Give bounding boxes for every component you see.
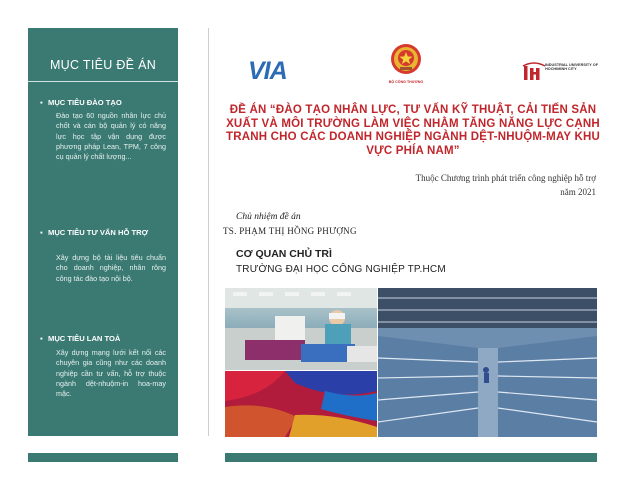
fabric-photo bbox=[225, 371, 377, 437]
program-year: năm 2021 bbox=[560, 187, 596, 197]
iuh-logo-icon bbox=[522, 62, 546, 82]
sidebar-title: MỤC TIÊU ĐỀ ÁN bbox=[49, 58, 157, 72]
section-body-spread: Xây dựng mạng lưới kết nối các chuyên gia cũng như các doanh nghiệp cần tư vấn, hỗ trợ thuộc ngành dệt-nhuộm-in hoa-may mặc. bbox=[56, 348, 166, 399]
via-logo: VIA bbox=[248, 57, 287, 85]
program-line: Thuộc Chương trình phát triển công nghiệp hỗ trợ bbox=[415, 173, 596, 183]
lead-label: Chủ nhiệm đề án bbox=[236, 212, 301, 222]
national-emblem-icon bbox=[390, 43, 422, 75]
bullet-icon: ▪ bbox=[40, 98, 43, 107]
project-title: ĐỀ ÁN “ĐÀO TẠO NHÂN LỰC, TƯ VẤN KỸ THUẬT, CẢI TIẾN SẢN XUẤT VÀ MÔI TRƯỜNG LÀM VIỆC NHẰM TĂNG NĂNG LỰC CẠNH TRANH CHO CÁC DOANH NGHIỆP NGÀNH DỆT-NHUỘM-MAY KHU VỰC PHÍA NAM” bbox=[226, 104, 600, 157]
lead-name: TS. PHẠM THỊ HỒNG PHƯỢNG bbox=[223, 226, 357, 236]
section-heading-training: ▪ MỤC TIÊU ĐÀO TẠO bbox=[40, 98, 122, 107]
ministry-caption: BỘ CÔNG THƯƠNG bbox=[388, 80, 424, 84]
section-heading-consulting: ▪ MỤC TIÊU TƯ VẤN HỖ TRỢ bbox=[40, 228, 149, 237]
agency-label: CƠ QUAN CHỦ TRÌ bbox=[236, 248, 332, 260]
sidebar-divider bbox=[28, 81, 178, 82]
section-body-training: Đào tạo 60 nguồn nhân lực chủ chốt và cán bộ quản lý có năng lực học tập vận dụng được phương pháp Lean, TPM, 7 công cụ quản lý chất lượng... bbox=[56, 111, 166, 162]
textile-factory-photo bbox=[378, 288, 597, 437]
agency-name: TRƯỜNG ĐẠI HỌC CÔNG NGHIỆP TP.HCM bbox=[236, 264, 446, 275]
page-divider bbox=[208, 28, 209, 436]
section-heading-spread: ▪ MỤC TIÊU LAN TOẢ bbox=[40, 334, 121, 343]
footer-strip-left bbox=[28, 453, 178, 462]
section-body-consulting: Xây dựng bộ tài liệu tiêu chuẩn cho doanh nghiệp, nhân rông công tác đào tạo nội bộ. bbox=[56, 253, 166, 283]
bullet-icon: ▪ bbox=[40, 334, 43, 343]
sewing-workshop-photo bbox=[225, 288, 377, 370]
iuh-caption: INDUSTRIAL UNIVERSITY OF HOCHIMINH CITY bbox=[545, 63, 599, 72]
footer-strip-right bbox=[225, 453, 597, 462]
bullet-icon: ▪ bbox=[40, 228, 43, 237]
